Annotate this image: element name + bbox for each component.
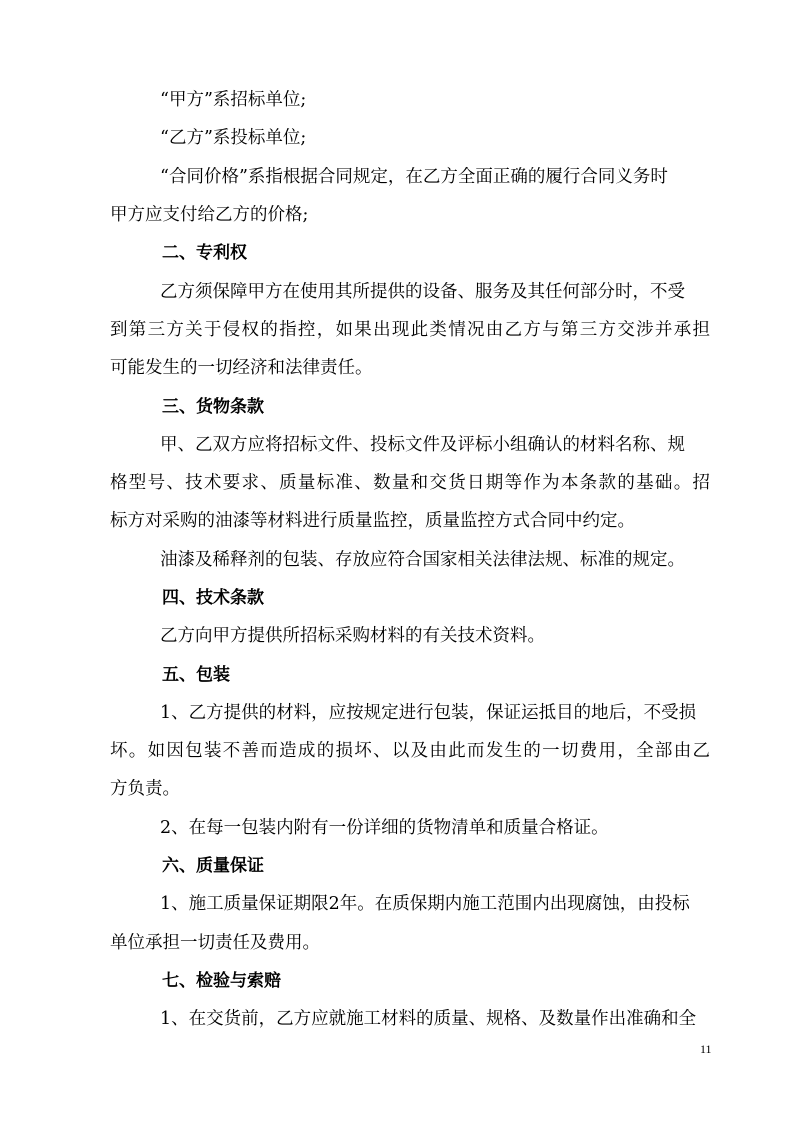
packaging-paragraph-line-3: 方负责。 (110, 779, 180, 799)
definition-contract-price-line-2: 甲方应支付给乙方的价格; (110, 205, 309, 225)
goods-paragraph-line-1: 甲、乙双方应将招标文件、投标文件及评标小组确认的材料名称、规 (160, 435, 685, 455)
inspection-paragraph-line-1: 1、在交货前，乙方应就施工材料的质量、规格、及数量作出准确和全 (160, 1009, 697, 1029)
patent-paragraph-line-2: 到第三方关于侵权的指控，如果出现此类情况由乙方与第三方交涉并承担 (110, 320, 710, 340)
section-heading-packaging: 五、包装 (162, 665, 230, 685)
page-number: 11 (700, 1042, 712, 1056)
section-heading-technical: 四、技术条款 (162, 588, 264, 608)
goods-paragraph-line-3: 标方对采购的油漆等材料进行质量监控，质量监控方式合同中约定。 (110, 511, 635, 531)
goods-paragraph-line-4: 油漆及稀释剂的包装、存放应符合国家相关法律法规、标准的规定。 (160, 550, 685, 570)
patent-paragraph-line-1: 乙方须保障甲方在使用其所提供的设备、服务及其任何部分时，不受 (160, 282, 685, 302)
patent-paragraph-line-3: 可能发生的一切经济和法律责任。 (110, 358, 373, 378)
technical-paragraph-line-1: 乙方向甲方提供所招标采购材料的有关技术资料。 (160, 626, 545, 646)
packaging-paragraph-line-1: 1、乙方提供的材料，应按规定进行包装，保证运抵目的地后，不受损 (160, 703, 697, 723)
goods-paragraph-line-2: 格型号、技术要求、质量标准、数量和交货日期等作为本条款的基础。招 (110, 473, 710, 493)
definition-party-b: “乙方”系投标单位; (160, 128, 307, 148)
definition-contract-price-line-1: “合同价格”系指根据合同规定，在乙方全面正确的履行合同义务时 (160, 167, 668, 187)
packaging-paragraph-line-4: 2、在每一包装内附有一份详细的货物清单和质量合格证。 (160, 818, 609, 838)
section-heading-inspection: 七、检验与索赔 (162, 971, 281, 991)
packaging-paragraph-line-2: 坏。如因包装不善而造成的损坏、以及由此而发生的一切费用，全部由乙 (110, 741, 710, 761)
section-heading-quality: 六、质量保证 (162, 856, 264, 876)
section-heading-patent: 二、专利权 (162, 243, 247, 263)
definition-party-a: “甲方”系招标单位; (160, 90, 307, 110)
quality-paragraph-line-2: 单位承担一切责任及费用。 (110, 933, 320, 953)
quality-paragraph-line-1: 1、施工质量保证期限2年。在质保期内施工范围内出现腐蚀，由投标 (160, 894, 690, 914)
section-heading-goods: 三、货物条款 (162, 397, 264, 417)
